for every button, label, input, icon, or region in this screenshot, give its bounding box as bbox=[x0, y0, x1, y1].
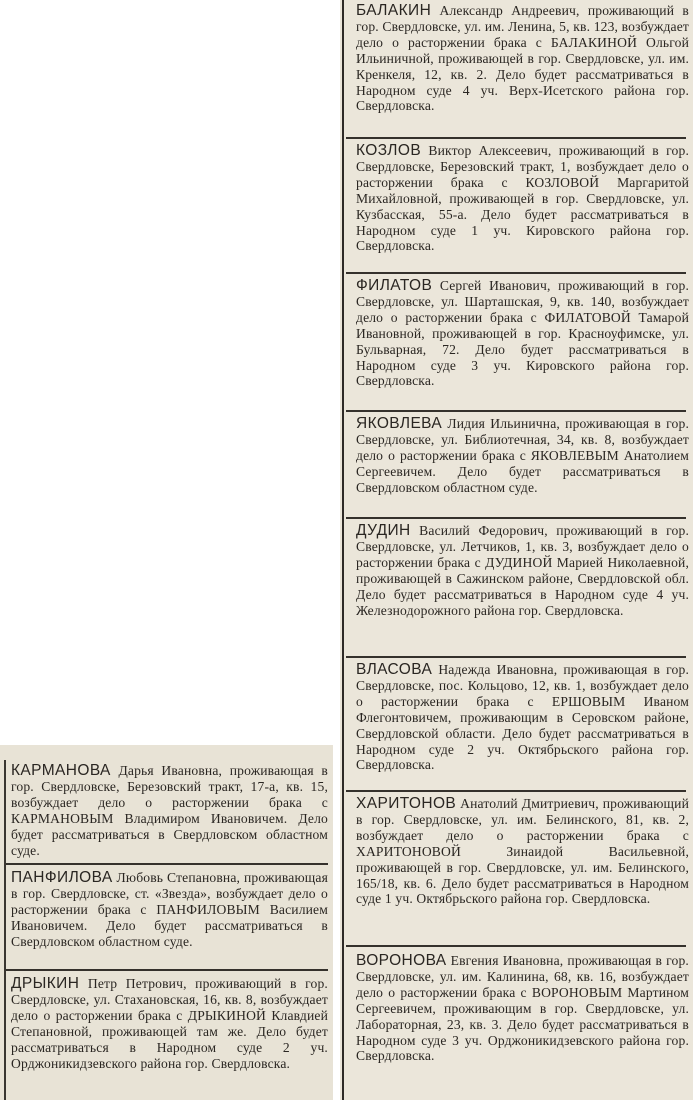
notice-balakin bbox=[356, 3, 689, 114]
notice-text: Василий Федорович, проживающий в гор. Свердловске, ул. Летчиков, 1, кв. 3, возбуждает дело о расторжении брака с ДУДИНОЙ Марией Николаевной, проживающей в Сажинском районе, Свердловской обл. Дело будет рассматриваться в Народном суде 4 уч. Железнодорожного района гор. Свердловска. bbox=[356, 523, 689, 618]
notice-drykin bbox=[11, 976, 328, 1071]
notice-text: Александр Андреевич, проживающий в гор. Свердловске, ул. им. Ленина, 5, кв. 123, возбуждает дело о расторжении брака с БАЛАКИНОЙ Ольгой Ильиничной, проживающей в гор. Свердловске, ул. им. Кренкеля, 12, кв. 2. Дело будет рассматриваться в Народном суде 4 уч. Верх-Исетского района гор. Свердловска. bbox=[356, 3, 689, 114]
notice-panfilova bbox=[11, 870, 328, 950]
notice-text: Дарья Ивановна, проживающая в гор. Свердловске, Березовский тракт, 17-а, кв. 15, возбуждает дело о расторжении брака с КАРМАНОВЫМ Владимиром Ивановичем. Дело будет рассматриваться в Свердловском областном суде. bbox=[11, 763, 328, 858]
notice-divider bbox=[346, 945, 686, 947]
notice-dudin bbox=[356, 523, 689, 618]
notice-surname: ФИЛАТОВ bbox=[356, 277, 433, 294]
left-column-rule bbox=[4, 760, 6, 1100]
notice-surname: ПАНФИЛОВА bbox=[11, 869, 113, 886]
notice-surname: ДУДИН bbox=[356, 522, 411, 539]
notice-text: Лидия Ильинична, проживающая в гор. Свердловске, ул. Библиотечная, 34, кв. 8, возбуждает дело о расторжении брака с ЯКОВЛЕВЫМ Анатолием Сергеевичем. Дело будет рассматриваться в Свердловском областном суде. bbox=[356, 416, 689, 495]
notice-divider bbox=[346, 137, 686, 139]
notice-surname: ВОРОНОВА bbox=[356, 952, 447, 969]
notice-divider bbox=[6, 969, 328, 971]
notice-surname: ДРЫКИН bbox=[11, 975, 80, 992]
notice-text: Сергей Иванович, проживающий в гор. Свердловске, ул. Шарташская, 9, кв. 140, возбуждает дело о расторжении брака с ФИЛАТОВОЙ Тамарой Ивановной, проживающей в гор. Красноуфимске, ул. Бульварная, 72. Дело будет рассматриваться в Народном суде 3 уч. Кировского района гор. Свердловска. bbox=[356, 278, 689, 389]
notice-text: Анатолий Дмитриевич, проживающий в гор. Свердловске, ул. им. Белинского, 81, кв. 2, возбуждает дело о расторжении брака с ХАРИТОНОВОЙ Зинаидой Васильевной, проживающей в гор. Свердловске, ул. им. Белинского, 165/18, кв. 6. Дело будет рассматриваться в Народном суде 1 уч. Октябрьского района гор. Свердловска. bbox=[356, 796, 689, 907]
notice-voronova bbox=[356, 953, 689, 1064]
notice-surname: КОЗЛОВ bbox=[356, 142, 422, 159]
notice-karmanova bbox=[11, 763, 328, 858]
notice-surname: КАРМАНОВА bbox=[11, 762, 111, 779]
notice-divider bbox=[346, 656, 686, 658]
notice-divider bbox=[346, 517, 686, 519]
notice-surname: ЯКОВЛЕВА bbox=[356, 415, 443, 432]
notice-divider bbox=[346, 790, 686, 792]
notice-filatov bbox=[356, 278, 689, 389]
column-rule bbox=[342, 0, 344, 1100]
notice-text: Виктор Алексеевич, проживающий в гор. Свердловске, Березовский тракт, 1, возбуждает дело о расторжении брака с КОЗЛОВОЙ Маргаритой Михайловной, проживающей в гор. Свердловске, ул. Кузбасская, 55-а. Дело будет рассматриваться в Народном суде 1 уч. Кировского района гор. Свердловска. bbox=[356, 143, 689, 254]
notice-divider bbox=[6, 863, 328, 865]
notice-text: Надежда Ивановна, проживающая в гор. Свердловске, пос. Кольцово, 12, кв. 1, возбуждает дело о расторжении брака с ЕРШОВЫМ Иваном Флегонтовичем, проживающим в Серовском районе, Свердловской области. Дело будет рассматриваться в Народном суде 2 уч. Октябрьского района гор. Свердловска. bbox=[356, 662, 689, 773]
notice-divider bbox=[346, 410, 686, 412]
notice-text: Евгения Ивановна, проживающая в гор. Свердловске, ул. им. Калинина, 68, кв. 16, возбуждает дело о расторжении брака с ВОРОНОВЫМ Мартином Сергеевичем, проживающим в гор. Свердловске, ул. Лабораторная, 23, кв. 3. Дело будет рассматриваться в Народном суде 3 уч. Орджоникидзевского района гор. Свердловска. bbox=[356, 953, 689, 1064]
notice-surname: ВЛАСОВА bbox=[356, 661, 433, 678]
notice-kozlov bbox=[356, 143, 689, 254]
notice-surname: ХАРИТОНОВ bbox=[356, 795, 457, 812]
notice-kharitonov bbox=[356, 796, 689, 907]
notice-surname: БАЛАКИН bbox=[356, 2, 432, 19]
notice-divider bbox=[346, 272, 686, 274]
notice-text: Петр Петрович, проживающий в гор. Свердловске, ул. Стахановская, 16, кв. 8, возбуждает дело о расторжении брака с ДРЫКИНОЙ Клавдией Степановной, проживающей там же. Дело будет рассматриваться в Народном суде 2 уч. Орджоникидзевского района гор. Свердловска. bbox=[11, 976, 328, 1071]
notice-vlasova bbox=[356, 662, 689, 773]
notice-yakovleva bbox=[356, 416, 689, 496]
notice-text: Любовь Степановна, проживающая в гор. Свердловске, ст. «Звезда», возбуждает дело о расторжении брака с ПАНФИЛОВЫМ Василием Ивановичем. Дело будет рассматриваться в Свердловском областном суде. bbox=[11, 870, 328, 949]
